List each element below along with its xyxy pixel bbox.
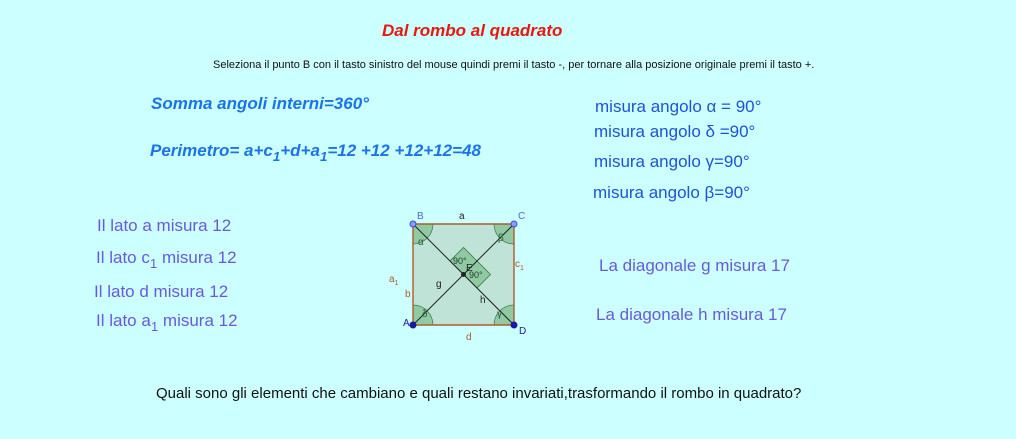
label-b: B (417, 211, 424, 222)
side-c1-pre: Il lato c (96, 248, 150, 267)
side-c1-sub: 1 (149, 255, 158, 271)
side-a1-text (96, 311, 238, 334)
diagonal-g-text: La diagonale g misura 17 (599, 256, 790, 275)
square-figure (380, 205, 530, 345)
label-side-a1-base: a (389, 274, 395, 285)
page-title: Dal rombo al quadrato (382, 21, 563, 40)
angle-gamma-text: misura angolo γ=90° (594, 152, 750, 171)
instruction-text: Seleziona il punto B con il tasto sinistro del mouse quindi premi il tasto -, per tornare alla posizione originale premi il tasto +. (213, 59, 815, 71)
label-gamma: γ (497, 309, 502, 320)
side-a1-sub: 1 (150, 318, 159, 334)
side-a-text: Il lato a misura 12 (97, 216, 232, 235)
label-side-c1 (515, 259, 524, 272)
label-delta: δ (422, 309, 428, 320)
label-c: C (518, 211, 526, 222)
angle-delta-text: misura angolo δ =90° (594, 122, 756, 141)
side-a1-pre: Il lato a (96, 311, 151, 330)
label-side-d: d (466, 332, 472, 343)
perimetro-prefix: Perimetro= a+c (150, 141, 273, 160)
label-right-angle-2: 90° (469, 270, 483, 280)
perimetro-sub-c: 1 (272, 148, 281, 164)
label-side-a1 (389, 274, 399, 287)
point-a[interactable] (410, 322, 416, 328)
label-side-a1-sub: 1 (394, 280, 399, 287)
angle-alpha-text: misura angolo α = 90° (595, 97, 762, 116)
side-d-text: Il lato d misura 12 (94, 282, 229, 301)
perimetro-mid: +d+a (280, 141, 320, 160)
perimetro-sub-a: 1 (319, 148, 328, 164)
label-side-c1-sub: 1 (520, 265, 524, 272)
label-e: E (466, 263, 473, 274)
label-side-c1-base: c (515, 259, 520, 270)
somma-angoli-text: Somma angoli interni=360° (151, 94, 369, 113)
angle-beta-text: misura angolo β=90° (593, 183, 750, 202)
label-side-a: a (459, 211, 465, 222)
point-c[interactable] (511, 221, 517, 227)
label-diagonal-h: h (480, 295, 486, 306)
question-text: Quali sono gli elementi che cambiano e quali restano invariati,trasformando il rombo in quadrato? (156, 385, 802, 402)
label-b-lower: b (405, 289, 411, 300)
point-b[interactable] (410, 221, 416, 227)
side-a1-post: misura 12 (158, 311, 238, 330)
label-d: D (519, 326, 527, 337)
label-alpha: α (418, 237, 424, 248)
side-c1-post: misura 12 (157, 248, 237, 267)
point-d[interactable] (511, 322, 517, 328)
label-beta: β (498, 233, 504, 244)
perimetro-text (150, 141, 481, 164)
label-diagonal-g: g (436, 279, 442, 290)
label-right-angle-1: 90° (453, 256, 467, 266)
diagonal-h-text: La diagonale h misura 17 (596, 305, 787, 324)
perimetro-suffix: =12 +12 +12+12=48 (327, 141, 481, 160)
label-a: A (403, 318, 410, 329)
side-c1-text (96, 248, 237, 271)
